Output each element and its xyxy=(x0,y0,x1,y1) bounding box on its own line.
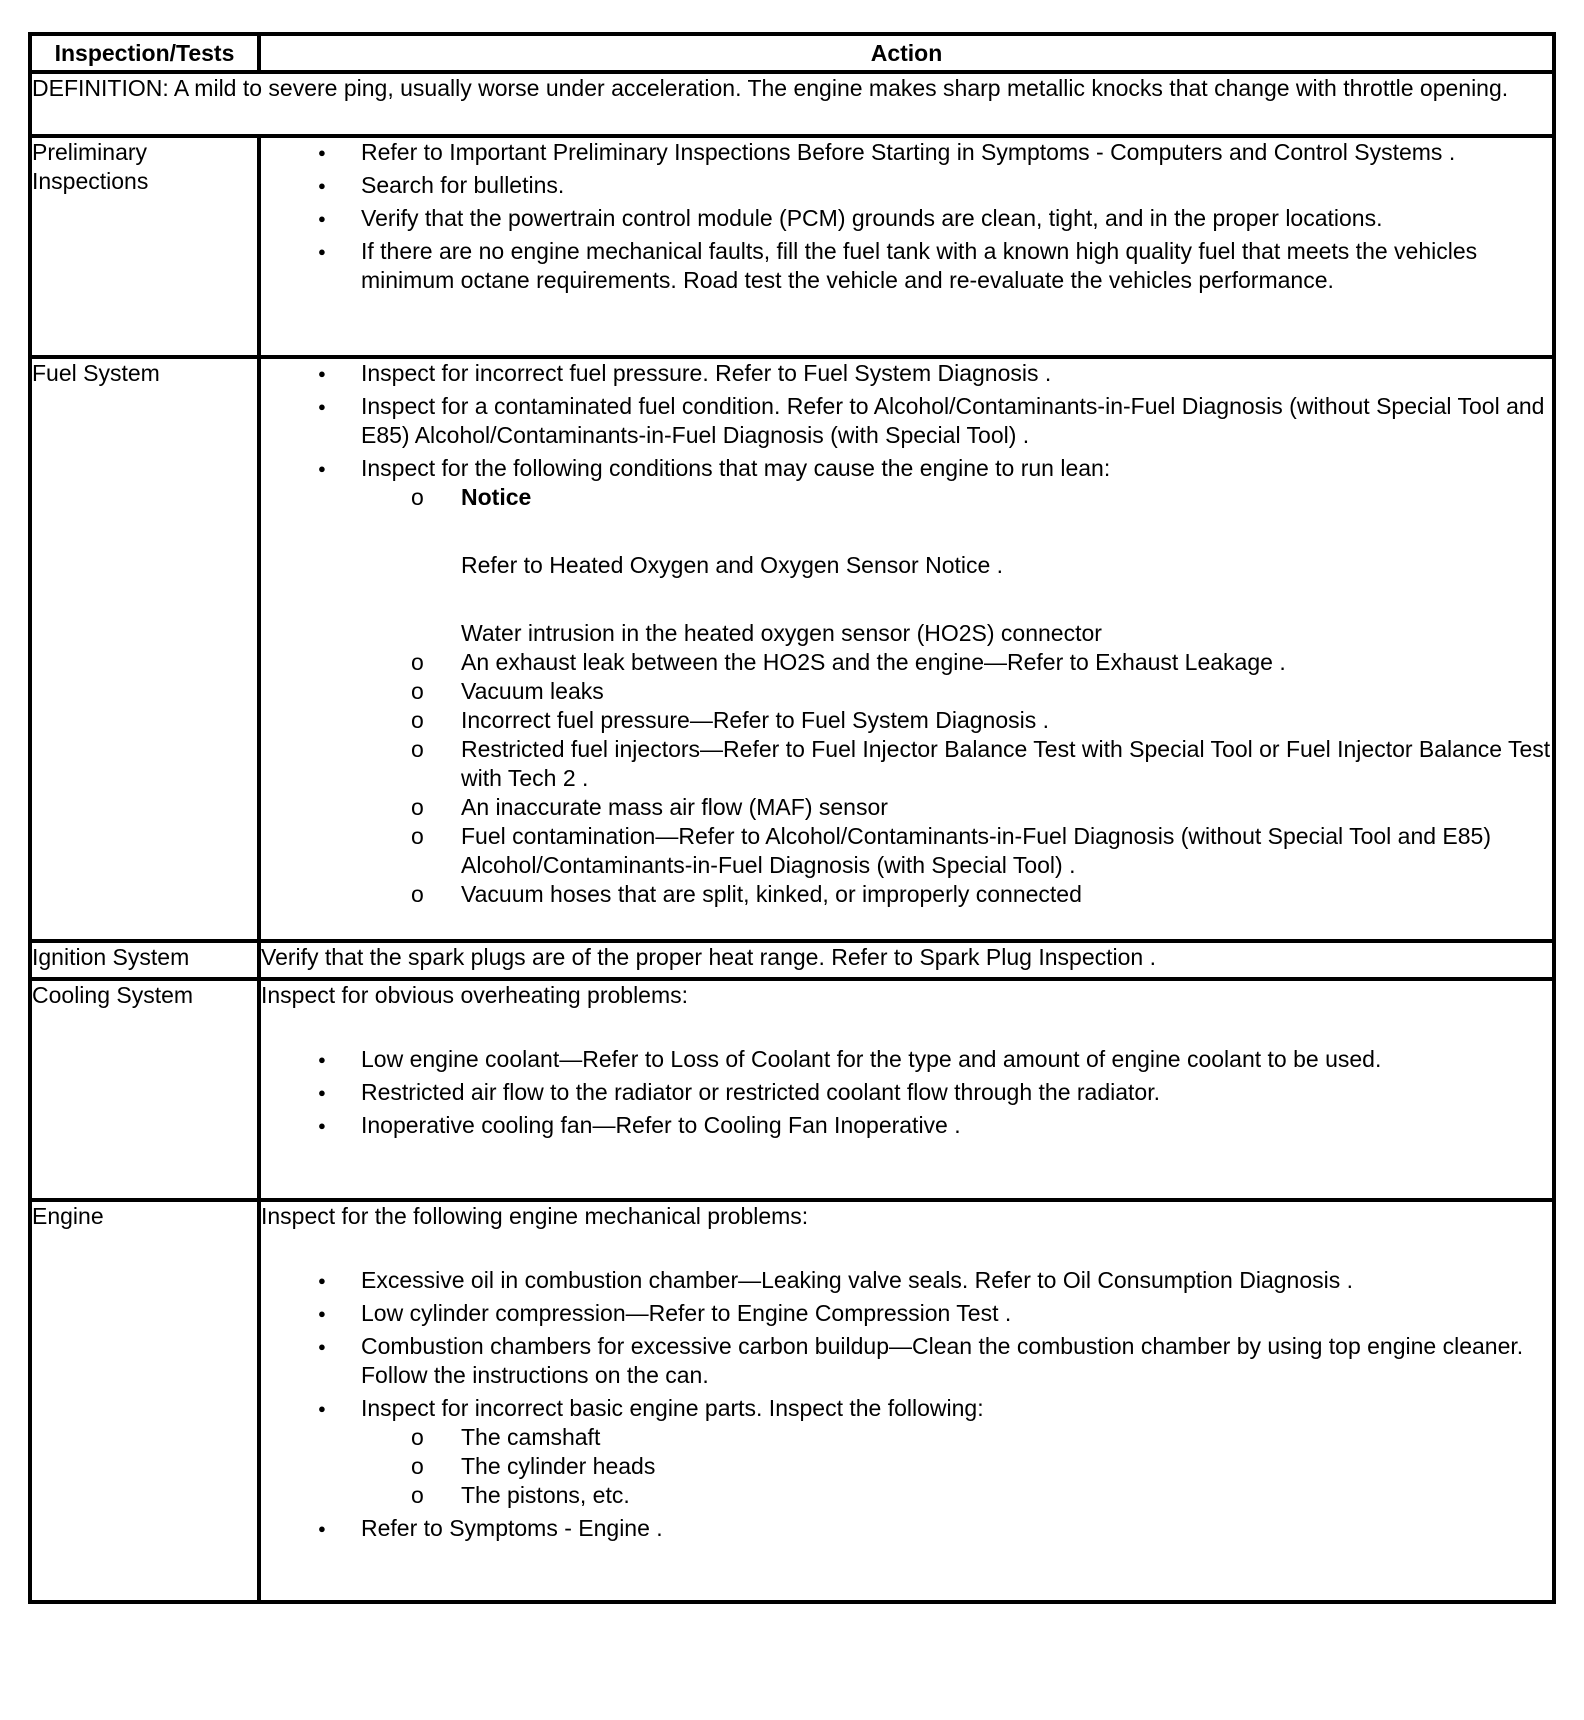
sub-list-item: o The cylinder heads xyxy=(361,1452,1552,1481)
engine-intro: Inspect for the following engine mechanical problems: xyxy=(261,1203,809,1229)
definition-row xyxy=(30,72,1554,136)
action-preliminary xyxy=(259,136,1554,357)
notice-subtext: Water intrusion in the heated oxygen sensor (HO2S) connector xyxy=(461,620,1102,646)
cooling-list xyxy=(261,1045,1552,1140)
sub-list-item: o Incorrect fuel pressure—Refer to Fuel System Diagnosis . xyxy=(361,706,1552,735)
notice-title: o Notice xyxy=(461,484,532,510)
list-item xyxy=(261,454,1552,909)
list-item: ● Verify that the powertrain control module (PCM) grounds are clean, tight, and in the proper locations. xyxy=(261,204,1552,233)
action-cooling-system xyxy=(259,979,1554,1200)
fuel-sub-list xyxy=(361,483,1552,909)
notice-text: Refer to Heated Oxygen and Oxygen Sensor Notice . xyxy=(461,552,1004,578)
row-preliminary xyxy=(30,136,1554,357)
label-ignition-system: Ignition System xyxy=(30,941,259,979)
action-fuel-system xyxy=(259,357,1554,941)
engine-parts-list xyxy=(361,1423,1552,1510)
list-item: ● Inspect for incorrect fuel pressure. Refer to Fuel System Diagnosis . xyxy=(261,359,1552,388)
action-ignition-system: Verify that the spark plugs are of the proper heat range. Refer to Spark Plug Inspection . xyxy=(259,941,1554,979)
list-item-text: Inspect for the following conditions that may cause the engine to run lean: xyxy=(361,455,1111,481)
list-item xyxy=(261,1394,1552,1510)
list-item: ● Excessive oil in combustion chamber—Leaking valve seals. Refer to Oil Consumption Diagnosis . xyxy=(261,1266,1552,1295)
row-cooling-system xyxy=(30,979,1554,1200)
diagnostic-table xyxy=(28,32,1556,1604)
sub-list-item: o The pistons, etc. xyxy=(361,1481,1552,1510)
fuel-list xyxy=(261,359,1552,909)
label-engine: Engine xyxy=(30,1200,259,1602)
engine-list xyxy=(261,1266,1552,1543)
list-item: ● Refer to Important Preliminary Inspections Before Starting in Symptoms - Computers and Control Systems . xyxy=(261,138,1552,167)
sub-list-item: o Vacuum leaks xyxy=(361,677,1552,706)
notice-item xyxy=(361,483,1552,648)
list-item: ● Refer to Symptoms - Engine . xyxy=(261,1514,1552,1543)
header-row xyxy=(30,34,1554,72)
label-cooling-system: Cooling System xyxy=(30,979,259,1200)
sub-list-item: o Vacuum hoses that are split, kinked, or improperly connected xyxy=(361,880,1552,909)
row-fuel-system xyxy=(30,357,1554,941)
sub-list-item: o Restricted fuel injectors—Refer to Fuel Injector Balance Test with Special Tool or Fuel Injector Balance Test with Tech 2 . xyxy=(361,735,1552,793)
list-item: ● Inoperative cooling fan—Refer to Cooling Fan Inoperative . xyxy=(261,1111,1552,1140)
list-item: ● Low cylinder compression—Refer to Engine Compression Test . xyxy=(261,1299,1552,1328)
row-ignition-system xyxy=(30,941,1554,979)
label-fuel-system: Fuel System xyxy=(30,357,259,941)
list-item: ● Search for bulletins. xyxy=(261,171,1552,200)
preliminary-list xyxy=(261,138,1552,295)
sub-list-item: o An inaccurate mass air flow (MAF) sensor xyxy=(361,793,1552,822)
cooling-intro: Inspect for obvious overheating problems: xyxy=(261,982,689,1008)
list-item: ● Inspect for a contaminated fuel condition. Refer to Alcohol/Contaminants-in-Fuel Diagnosis (without Special Tool and E85) Alcohol/Contaminants-in-Fuel Diagnosis (with Special Tool) . xyxy=(261,392,1552,450)
row-engine xyxy=(30,1200,1554,1602)
header-action: Action xyxy=(259,34,1554,72)
action-engine xyxy=(259,1200,1554,1602)
sub-list-item: o The camshaft xyxy=(361,1423,1552,1452)
header-inspection-tests: Inspection/Tests xyxy=(30,34,259,72)
list-item: ● Low engine coolant—Refer to Loss of Coolant for the type and amount of engine coolant to be used. xyxy=(261,1045,1552,1074)
list-item-text: Inspect for incorrect basic engine parts. Inspect the following: xyxy=(361,1395,984,1421)
sub-list-item: o Fuel contamination—Refer to Alcohol/Contaminants-in-Fuel Diagnosis (without Special Tool and E85) Alcohol/Contaminants-in-Fuel Diagnosis (with Special Tool) . xyxy=(361,822,1552,880)
definition-text: DEFINITION: A mild to severe ping, usually worse under acceleration. The engine makes sharp metallic knocks that change with throttle opening. xyxy=(30,72,1554,136)
label-preliminary: Preliminary Inspections xyxy=(30,136,259,357)
list-item: ● If there are no engine mechanical faults, fill the fuel tank with a known high quality fuel that meets the vehicles minimum octane requirements. Road test the vehicle and re-evaluate the vehicles performance. xyxy=(261,237,1552,295)
list-item: ● Combustion chambers for excessive carbon buildup—Clean the combustion chamber by using top engine cleaner. Follow the instructions on the can. xyxy=(261,1332,1552,1390)
list-item: ● Restricted air flow to the radiator or restricted coolant flow through the radiator. xyxy=(261,1078,1552,1107)
sub-list-item: o An exhaust leak between the HO2S and the engine—Refer to Exhaust Leakage . xyxy=(361,648,1552,677)
